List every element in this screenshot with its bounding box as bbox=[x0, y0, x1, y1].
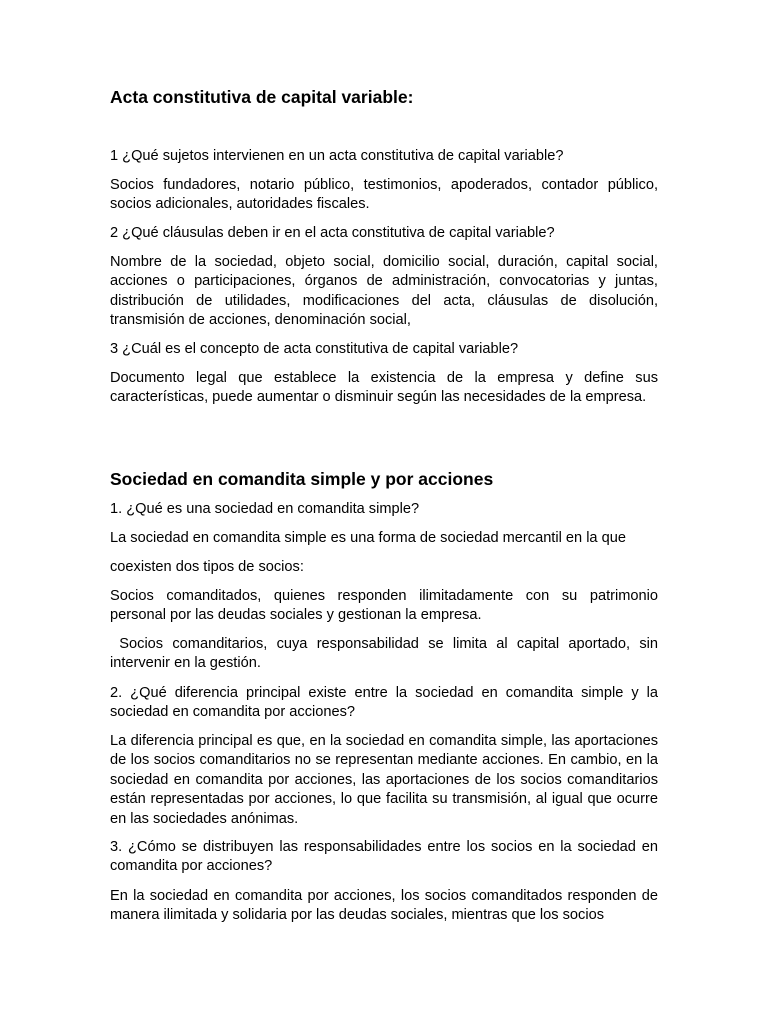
answer-comandita-1-line-1: La sociedad en comandita simple es una forma de sociedad mercantil en la que bbox=[110, 530, 626, 546]
question-1: 1 ¿Qué sujetos intervienen en un acta constitutiva de capital variable? bbox=[110, 148, 564, 164]
question-3: 3 ¿Cuál es el concepto de acta constitutiva de capital variable? bbox=[110, 341, 519, 357]
section-title-comandita: Sociedad en comandita simple y por acciones bbox=[110, 469, 494, 489]
answer-comandita-3: En la sociedad en comandita por acciones, los socios comanditados responden de manera ilimitada y solidaria por las deudas sociales, mientras que los socios bbox=[110, 888, 658, 924]
answer-3: Documento legal que establece la existencia de la empresa y define sus características, puede aumentar o disminuir según las necesidades de la empresa. bbox=[110, 370, 658, 406]
question-comandita-2: 2. ¿Qué diferencia principal existe entre la sociedad en comandita simple y la sociedad en comandita por acciones? bbox=[110, 685, 658, 721]
section-title-acta: Acta constitutiva de capital variable: bbox=[110, 87, 414, 107]
answer-2: Nombre de la sociedad, objeto social, domicilio social, duración, capital social, acciones o participaciones, órganos de administración, convocatorias y juntas, distribución de utilidades, modificaciones del acta, cláusulas de disolución, transmisión de acciones, denominación social, bbox=[110, 254, 658, 329]
answer-comandita-1-line-2: coexisten dos tipos de socios: bbox=[110, 559, 304, 575]
answer-1: Socios fundadores, notario público, testimonios, apoderados, contador público, socios adicionales, autoridades fiscales. bbox=[110, 177, 658, 213]
question-comandita-3: 3. ¿Cómo se distribuyen las responsabilidades entre los socios en la sociedad en comandita por acciones? bbox=[110, 839, 658, 875]
answer-comandita-2: La diferencia principal es que, en la sociedad en comandita simple, las aportaciones de los socios comanditarios no se representan mediante acciones. En cambio, en la sociedad en comandita por acciones, las aportaciones de los socios comanditarios están representadas por acciones, lo que facilita su transmisión, al igual que ocurre en las sociedades anónimas. bbox=[110, 733, 658, 827]
question-comandita-1: 1. ¿Qué es una sociedad en comandita simple? bbox=[110, 501, 420, 517]
question-2: 2 ¿Qué cláusulas deben ir en el acta constitutiva de capital variable? bbox=[110, 225, 555, 241]
socios-comanditados-paragraph: Socios comanditados, quienes responden ilimitadamente con su patrimonio personal por las deudas sociales y gestionan la empresa. bbox=[110, 588, 658, 624]
socios-comanditarios-paragraph: Socios comanditarios, cuya responsabilidad se limita al capital aportado, sin intervenir en la gestión. bbox=[110, 636, 663, 672]
